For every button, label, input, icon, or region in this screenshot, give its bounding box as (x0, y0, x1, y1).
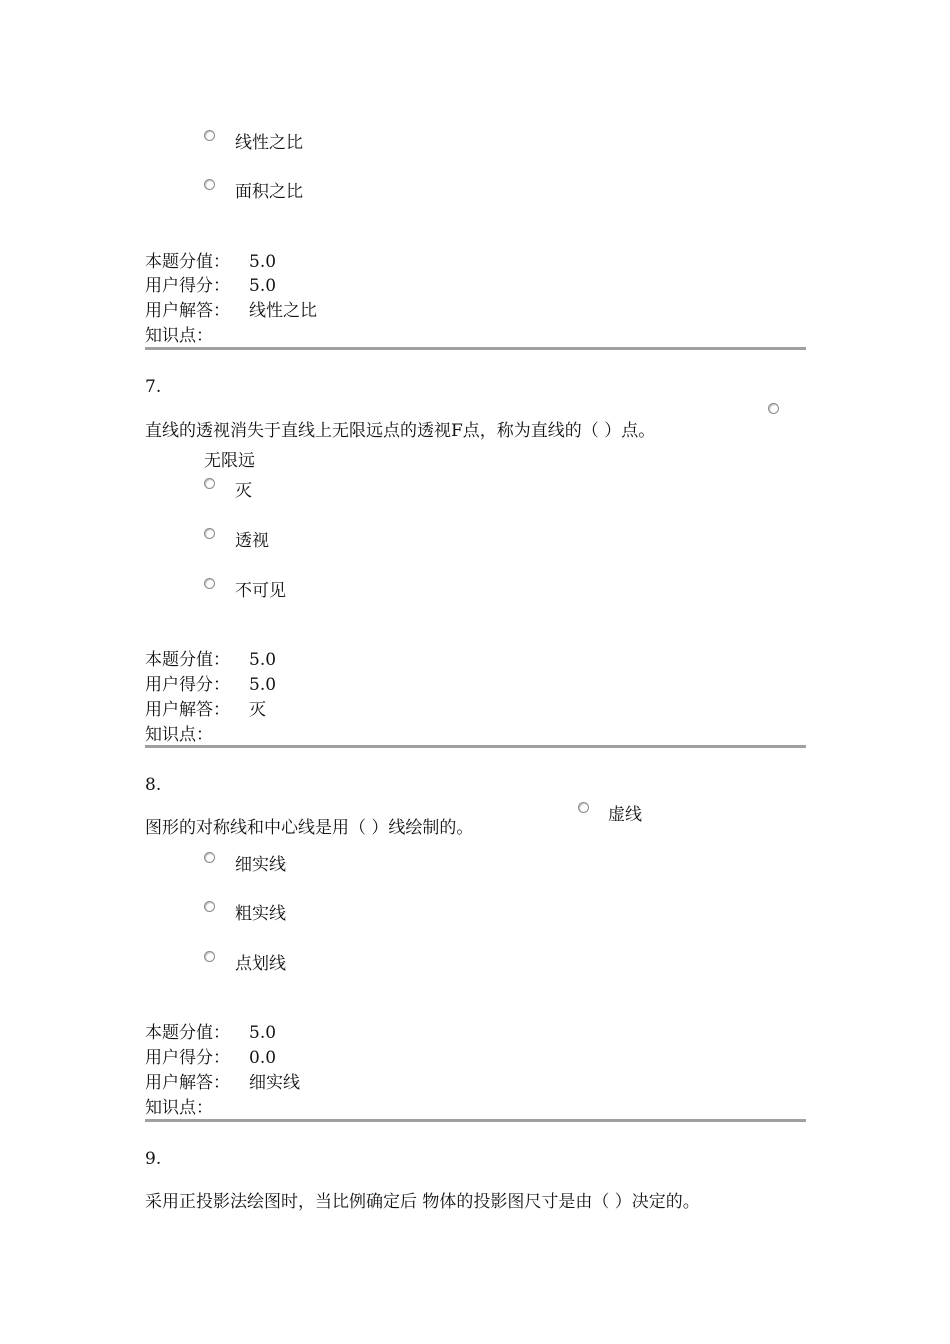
knowledge-label: 知识点： (145, 1098, 213, 1118)
knowledge-label: 知识点： (145, 725, 213, 745)
q8-option-2-radio[interactable] (204, 852, 215, 863)
q8-option-2-label: 细实线 (235, 855, 286, 875)
q6-score-row (145, 252, 276, 272)
user-score-value: 5.0 (249, 276, 277, 296)
knowledge-label: 知识点： (145, 326, 213, 346)
q7-option-4-label: 不可见 (235, 581, 286, 601)
q6-user-score-row (145, 276, 276, 296)
q7-option-1-radio[interactable] (768, 403, 779, 414)
q7-option-3-radio[interactable] (204, 528, 215, 539)
answer-label: 用户解答： (145, 1073, 230, 1093)
score-label: 本题分值： (145, 650, 230, 670)
q7-user-score-row (145, 675, 276, 695)
score-label: 本题分值： (145, 1023, 230, 1043)
q7-knowledge-row (145, 725, 213, 745)
divider (145, 347, 806, 350)
q8-number: 8. (145, 775, 162, 795)
divider (145, 1119, 806, 1122)
q6-option-2-label: 面积之比 (235, 182, 303, 202)
q7-number: 7. (145, 377, 162, 397)
q8-option-4-label: 点划线 (235, 954, 286, 974)
q8-question-text: 图形的对称线和中心线是用（ ）线绘制的。 (145, 818, 474, 838)
q6-option-2-radio[interactable] (204, 179, 215, 190)
user-score-label: 用户得分： (145, 276, 230, 296)
answer-value: 灭 (249, 700, 266, 720)
answer-label: 用户解答： (145, 700, 230, 720)
q7-option-1-label: 无限远 (204, 451, 255, 471)
score-value: 5.0 (249, 650, 277, 670)
q7-score-row (145, 650, 276, 670)
q8-knowledge-row (145, 1098, 213, 1118)
q8-answer-row (145, 1073, 300, 1093)
score-value: 5.0 (249, 252, 277, 272)
q7-option-2-radio[interactable] (204, 478, 215, 489)
score-label: 本题分值： (145, 252, 230, 272)
q6-answer-row (145, 301, 317, 321)
q8-score-row (145, 1023, 276, 1043)
q7-option-4-radio[interactable] (204, 578, 215, 589)
q7-option-2-label: 灭 (235, 481, 252, 501)
answer-label: 用户解答： (145, 301, 230, 321)
user-score-label: 用户得分： (145, 675, 230, 695)
q7-question-text: 直线的透视消失于直线上无限远点的透视F点，称为直线的（ ）点。 (145, 421, 656, 441)
q6-option-1-radio[interactable] (204, 130, 215, 141)
q9-question-text: 采用正投影法绘图时，当比例确定后 物体的投影图尺寸是由（ ）决定的。 (145, 1192, 700, 1212)
user-score-value: 5.0 (249, 675, 277, 695)
score-value: 5.0 (249, 1023, 277, 1043)
divider (145, 745, 806, 748)
q8-option-1-label: 虚线 (608, 805, 642, 825)
q8-option-1-radio[interactable] (578, 802, 589, 813)
answer-value: 线性之比 (249, 301, 317, 321)
user-score-value: 0.0 (249, 1048, 277, 1068)
q7-answer-row (145, 700, 266, 720)
user-score-label: 用户得分： (145, 1048, 230, 1068)
q6-knowledge-row (145, 326, 213, 346)
q7-option-3-label: 透视 (235, 531, 269, 551)
q8-option-4-radio[interactable] (204, 951, 215, 962)
q8-option-3-label: 粗实线 (235, 904, 286, 924)
answer-value: 细实线 (249, 1073, 300, 1093)
q9-number: 9. (145, 1149, 162, 1169)
q6-option-1-label: 线性之比 (235, 133, 303, 153)
q8-option-3-radio[interactable] (204, 901, 215, 912)
q8-user-score-row (145, 1048, 276, 1068)
